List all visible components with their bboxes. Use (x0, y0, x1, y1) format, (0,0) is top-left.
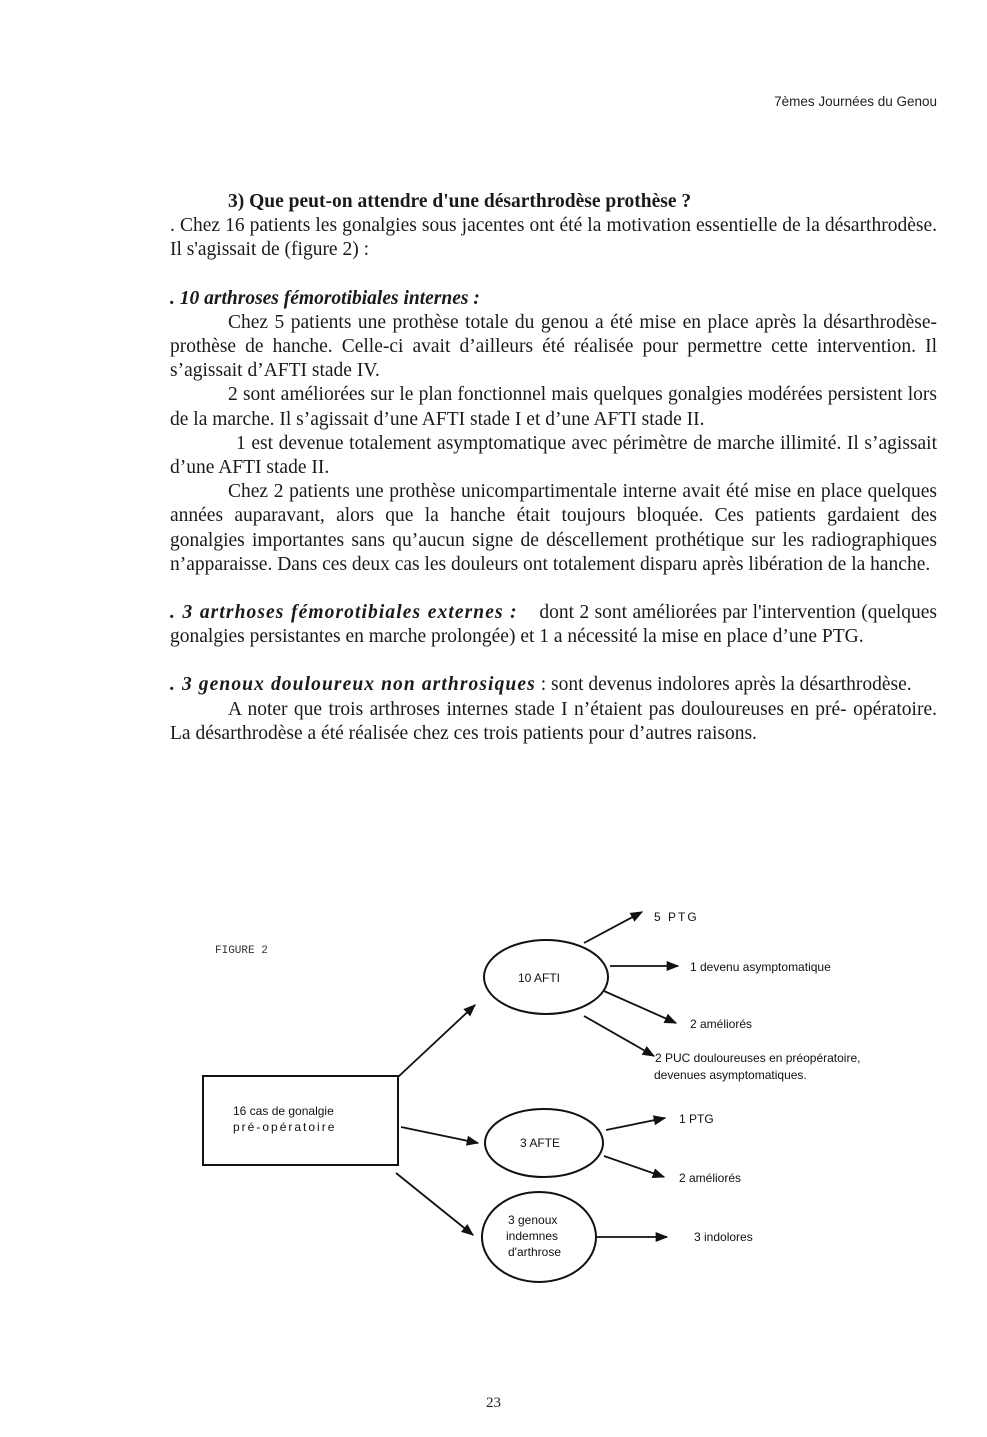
arrow-source-to-genoux (396, 1173, 473, 1235)
source-box-line-1: 16 cas de gonalgie (233, 1104, 334, 1118)
afti-outcome-asymptomatique: 1 devenu asymptomatique (690, 960, 831, 974)
arrow-afti-to-puc (584, 1016, 654, 1056)
internes-paragraph-3: 1 est devenue totalement asymptomatique avec périmètre de marche illimité. Il s’agissait d’une AFTI stade II. (170, 432, 937, 479)
arrow-source-to-afte (401, 1127, 478, 1143)
arrow-afte-to-ameliores (604, 1156, 664, 1177)
afte-outcome-ameliores: 2 améliorés (679, 1171, 742, 1185)
afte-node-label: 3 AFTE (520, 1136, 561, 1150)
externes-heading: . 3 artrhoses fémorotibiales externes : (170, 602, 518, 624)
intro-paragraph: . Chez 16 patients les gonalgies sous jacentes ont été la motivation essentielle de la désarthrodèse. Il s'agissait de (figure 2) : (170, 215, 937, 261)
arrow-afte-to-ptg (606, 1118, 665, 1130)
externes-text: dont 2 sont améliorées par l'intervention (quelques gonalgies persistantes en marche prolongée) et 1 a nécessité la mise en place d’une PTG. (170, 602, 938, 648)
genoux-node-line-2: indemnes (506, 1229, 559, 1243)
internes-paragraph-2: 2 sont améliorées sur le plan fonctionnel mais quelques gonalgies modérées persistent lors de la marche. Il s’agissait d’une AFTI stade I et d’une AFTI stade II. (170, 384, 937, 430)
non-arthrosiques-text: : sont devenus indolores après la désarthrodèse. (540, 674, 912, 696)
running-header: 7èmes Journées du Genou (774, 94, 937, 109)
source-box-line-2: pré-opératoire (233, 1120, 337, 1134)
internes-paragraph-4: Chez 2 patients une prothèse unicompartimentale interne avait été mise en place quelques années auparavant, alors que la hanche était toujours bloquée. Ces patients gardaient des gonalgies importantes sans qu’aucun signe de déscellement prothétique sur les radiographiques n’apparaisse. Dans ces deux cas les douleurs ont totalement disparu après libération de la hanche. (170, 481, 937, 575)
afti-node-label: 10 AFTI (518, 971, 561, 985)
afte-outcome-ptg: 1 PTG (679, 1112, 714, 1126)
genoux-node-line-1: 3 genoux (508, 1213, 558, 1227)
arrow-afti-to-ameliores (604, 991, 676, 1023)
afti-outcome-ameliores: 2 améliorés (690, 1017, 753, 1031)
arrow-source-to-afti (398, 1005, 475, 1077)
figure-label: FIGURE 2 (215, 945, 268, 957)
arrow-afti-to-ptg (584, 912, 642, 943)
section-title: 3) Que peut-on attendre d'une désarthrodèse prothèse ? (228, 191, 692, 212)
afti-outcome-puc-line-2: devenues asymptomatiques. (654, 1068, 807, 1082)
genoux-outcome-indolores: 3 indolores (694, 1230, 753, 1244)
note-paragraph: A noter que trois arthroses internes stade I n’étaient pas douloureuses en pré- opératoire. La désarthrodèse a été réalisée chez ces trois patients pour d’autres raisons. (170, 698, 937, 744)
internes-paragraph-1: Chez 5 patients une prothèse totale du genou a été mise en place après la désarthrodèse-prothèse de hanche. Celle-ci avait d’ailleurs été réalisée pour permettre cette intervention. Il s’agissait d’AFTI stade IV. (170, 311, 937, 382)
internes-heading-label: . 10 arthroses fémorotibiales internes : (170, 287, 480, 309)
non-arthrosiques-heading: . 3 genoux douloureux non arthrosiques (170, 674, 536, 696)
genoux-node-line-3: d'arthrose (508, 1245, 561, 1259)
page-number: 23 (486, 1395, 501, 1411)
afti-outcome-ptg: 5 PTG (654, 910, 699, 924)
afti-outcome-puc-line-1: 2 PUC douloureuses en préopératoire, (655, 1051, 861, 1065)
